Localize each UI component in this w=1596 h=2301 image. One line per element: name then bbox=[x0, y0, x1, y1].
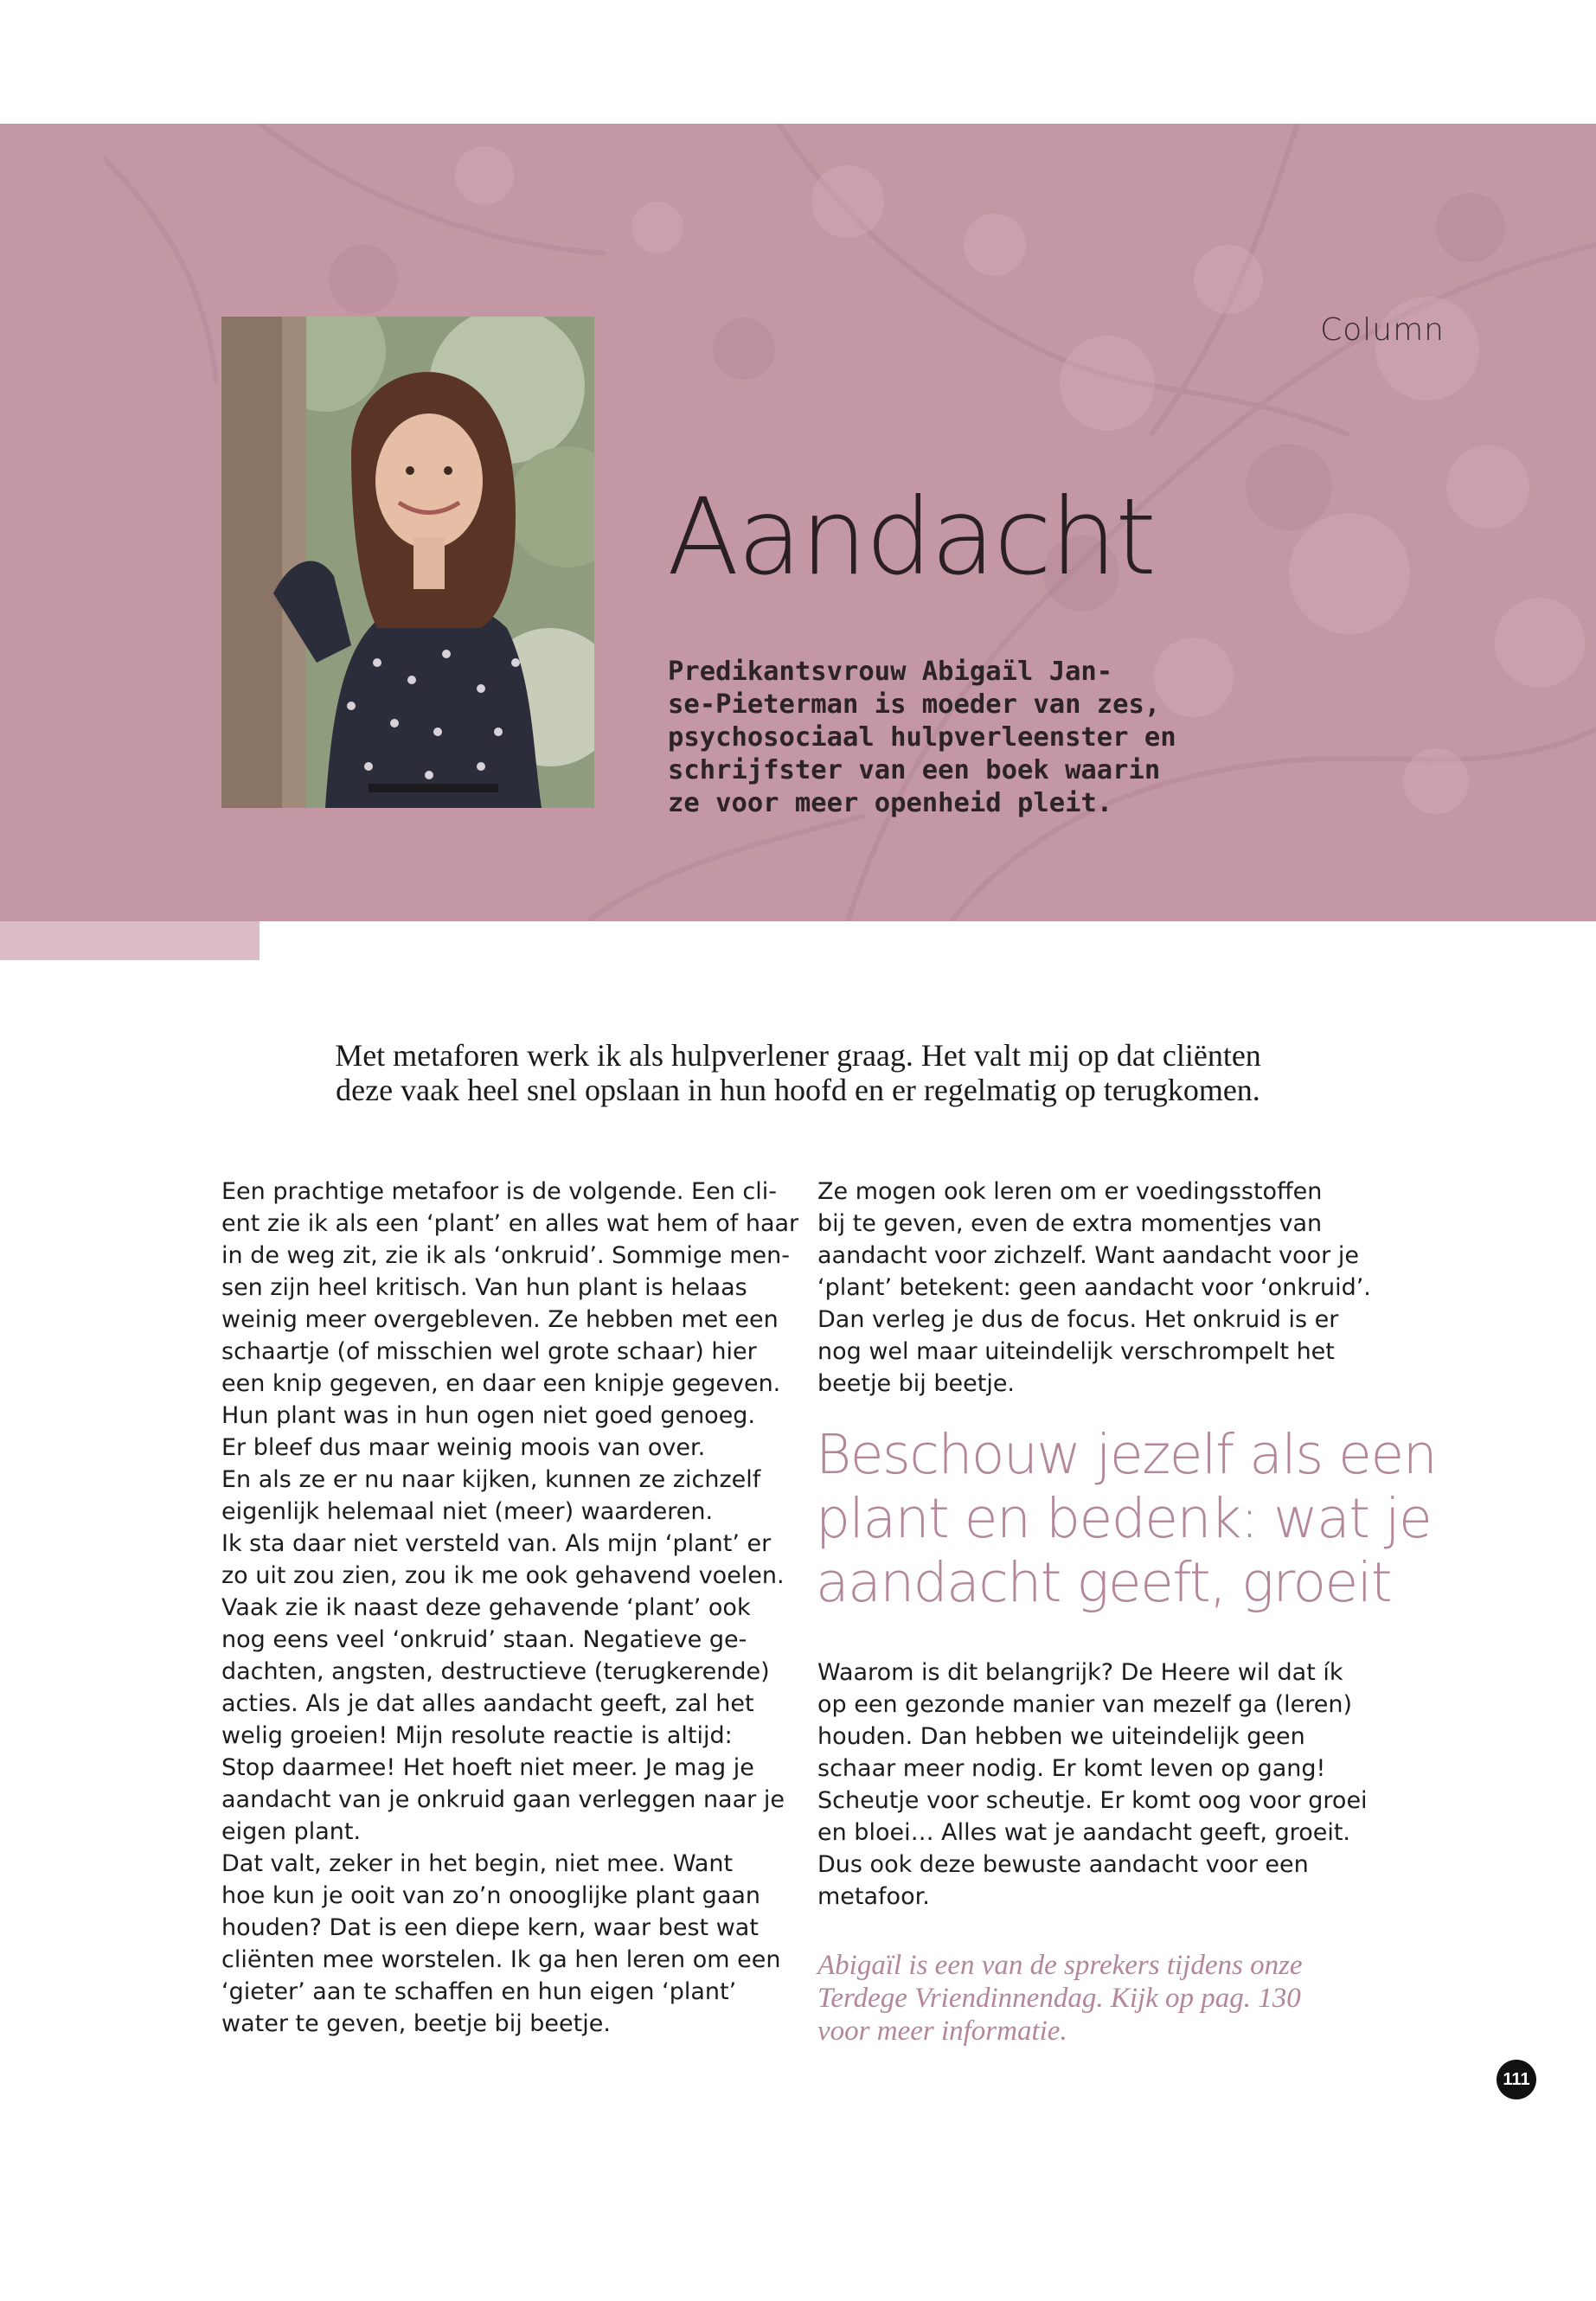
note-line: voor meer informatie. bbox=[817, 2016, 1067, 2047]
body-line: houden? Dat is een diepe kern, waar best wat bbox=[221, 1914, 759, 1941]
body-column-left bbox=[221, 1176, 799, 2040]
body-line: weinig meer overgebleven. Ze hebben met een bbox=[221, 1306, 779, 1333]
body-line: Scheutje voor scheutje. Er komt oog voor groei bbox=[817, 1787, 1368, 1814]
body-line: Er bleef dus maar weinig moois van over. bbox=[221, 1434, 706, 1461]
body-line: Dan verleg je dus de focus. Het onkruid is er bbox=[817, 1306, 1339, 1333]
body-line: Ze mogen ook leren om er voedingsstoffen bbox=[817, 1178, 1323, 1205]
note-line: Terdege Vriendinnendag. Kijk op pag. 130 bbox=[817, 1983, 1301, 2014]
body-line: nog eens veel ‘onkruid’ staan. Negatieve ge- bbox=[221, 1626, 747, 1653]
author-portrait bbox=[221, 317, 594, 808]
pull-quote-line: Beschouw jezelf als een bbox=[816, 1423, 1437, 1486]
body-line: op een gezonde manier van mezelf ga (leren) bbox=[817, 1691, 1352, 1718]
body-line: Stop daarmee! Het hoeft niet meer. Je mag je bbox=[221, 1754, 754, 1781]
body-column-right-bottom bbox=[817, 1657, 1380, 1913]
body-line: aandacht voor zichzelf. Want aandacht voor je bbox=[817, 1242, 1359, 1269]
body-line: eigen plant. bbox=[221, 1818, 362, 1845]
intro-line: schrijfster van een boek waarin bbox=[668, 755, 1161, 785]
body-line: schaartje (of misschien wel grote schaar) hier bbox=[221, 1338, 757, 1365]
body-line: welig groeien! Mijn resolute reactie is altijd: bbox=[221, 1722, 733, 1749]
section-label: Column bbox=[1320, 312, 1445, 348]
body-line: nog wel maar uiteindelijk verschrompelt het bbox=[817, 1338, 1335, 1365]
body-line: aandacht van je onkruid gaan verleggen naar je bbox=[221, 1786, 785, 1813]
pull-quote-line: plant en bedenk: wat je bbox=[816, 1487, 1432, 1550]
lead-line: Met metaforen werk ik als hulpverlener graag. Het valt mij op dat cliënten bbox=[335, 1038, 1261, 1073]
lead-line: deze vaak heel snel opslaan in hun hoofd en er regelmatig op terugkomen. bbox=[336, 1073, 1260, 1107]
body-line: beetje bij beetje. bbox=[817, 1370, 1016, 1397]
body-line: een knip gegeven, en daar een knipje gegeven. bbox=[221, 1370, 781, 1397]
note-line: Abigaïl is een van de sprekers tijdens onze bbox=[817, 1950, 1303, 1981]
article-title: Aandacht bbox=[667, 476, 1155, 599]
body-line: hoe kun je ooit van zo’n onooglijke plant gaan bbox=[221, 1882, 761, 1909]
body-line: water te geven, beetje bij beetje. bbox=[221, 2010, 611, 2037]
body-line: metafoor. bbox=[817, 1883, 930, 1910]
body-line: en bloei… Alles wat je aandacht geeft, groeit. bbox=[817, 1819, 1350, 1846]
intro-line: psychosociaal hulpverleenster en bbox=[668, 722, 1176, 753]
body-line: En als ze er nu naar kijken, kunnen ze zichzelf bbox=[221, 1466, 761, 1493]
body-line: ‘plant’ betekent: geen aandacht voor ‘onkruid’. bbox=[817, 1274, 1371, 1301]
body-line: bij te geven, even de extra momentjes van bbox=[817, 1210, 1323, 1237]
body-line: zo uit zou zien, zou ik me ook gehavend voelen. bbox=[221, 1562, 785, 1589]
speaker-note bbox=[817, 1949, 1380, 2048]
body-line: Een prachtige metafoor is de volgende. Een cli- bbox=[221, 1178, 778, 1205]
body-line: Hun plant was in hun ogen niet goed genoeg. bbox=[221, 1402, 756, 1429]
body-line: ‘gieter’ aan te schaffen en hun eigen ‘plant’ bbox=[221, 1978, 737, 2005]
intro-line: ze voor meer openheid pleit. bbox=[668, 788, 1113, 818]
intro-line: se-Pieterman is moeder van zes, bbox=[668, 689, 1161, 720]
page-number-badge: 111 bbox=[1497, 2060, 1536, 2099]
pull-quote-line: aandacht geeft, groeit bbox=[816, 1551, 1392, 1614]
body-line: ent zie ik als een ‘plant’ en alles wat hem of haar bbox=[221, 1210, 799, 1237]
body-line: sen zijn heel kritisch. Van hun plant is helaas bbox=[221, 1274, 747, 1301]
body-line: in de weg zit, zie ik als ‘onkruid’. Sommige men- bbox=[221, 1242, 790, 1269]
intro-line: Predikantsvrouw Abigaïl Jan- bbox=[668, 657, 1113, 687]
body-line: dachten, angsten, destructieve (terugkerende) bbox=[221, 1658, 770, 1685]
body-line: cliënten mee worstelen. Ik ga hen leren om een bbox=[221, 1946, 781, 1973]
intro-text bbox=[668, 656, 1239, 820]
pull-quote bbox=[816, 1423, 1437, 1615]
body-line: Waarom is dit belangrijk? De Heere wil dat ík bbox=[817, 1659, 1343, 1686]
body-line: Vaak zie ik naast deze gehavende ‘plant’ ook bbox=[221, 1594, 751, 1621]
body-line: Dus ook deze bewuste aandacht voor een bbox=[817, 1851, 1309, 1878]
body-line: houden. Dan hebben we uiteindelijk geen bbox=[817, 1723, 1305, 1750]
lead-paragraph bbox=[138, 1038, 1458, 1107]
body-line: Ik sta daar niet versteld van. Als mijn ‘plant’ er bbox=[221, 1530, 772, 1557]
body-line: Dat valt, zeker in het begin, niet mee. Want bbox=[221, 1850, 734, 1877]
body-line: schaar meer nodig. Er komt leven op gang! bbox=[817, 1755, 1326, 1782]
body-column-right-top bbox=[817, 1176, 1380, 1400]
body-line: eigenlijk helemaal niet (meer) waarderen. bbox=[221, 1498, 714, 1525]
body-line: acties. Als je dat alles aandacht geeft, zal het bbox=[221, 1690, 754, 1717]
